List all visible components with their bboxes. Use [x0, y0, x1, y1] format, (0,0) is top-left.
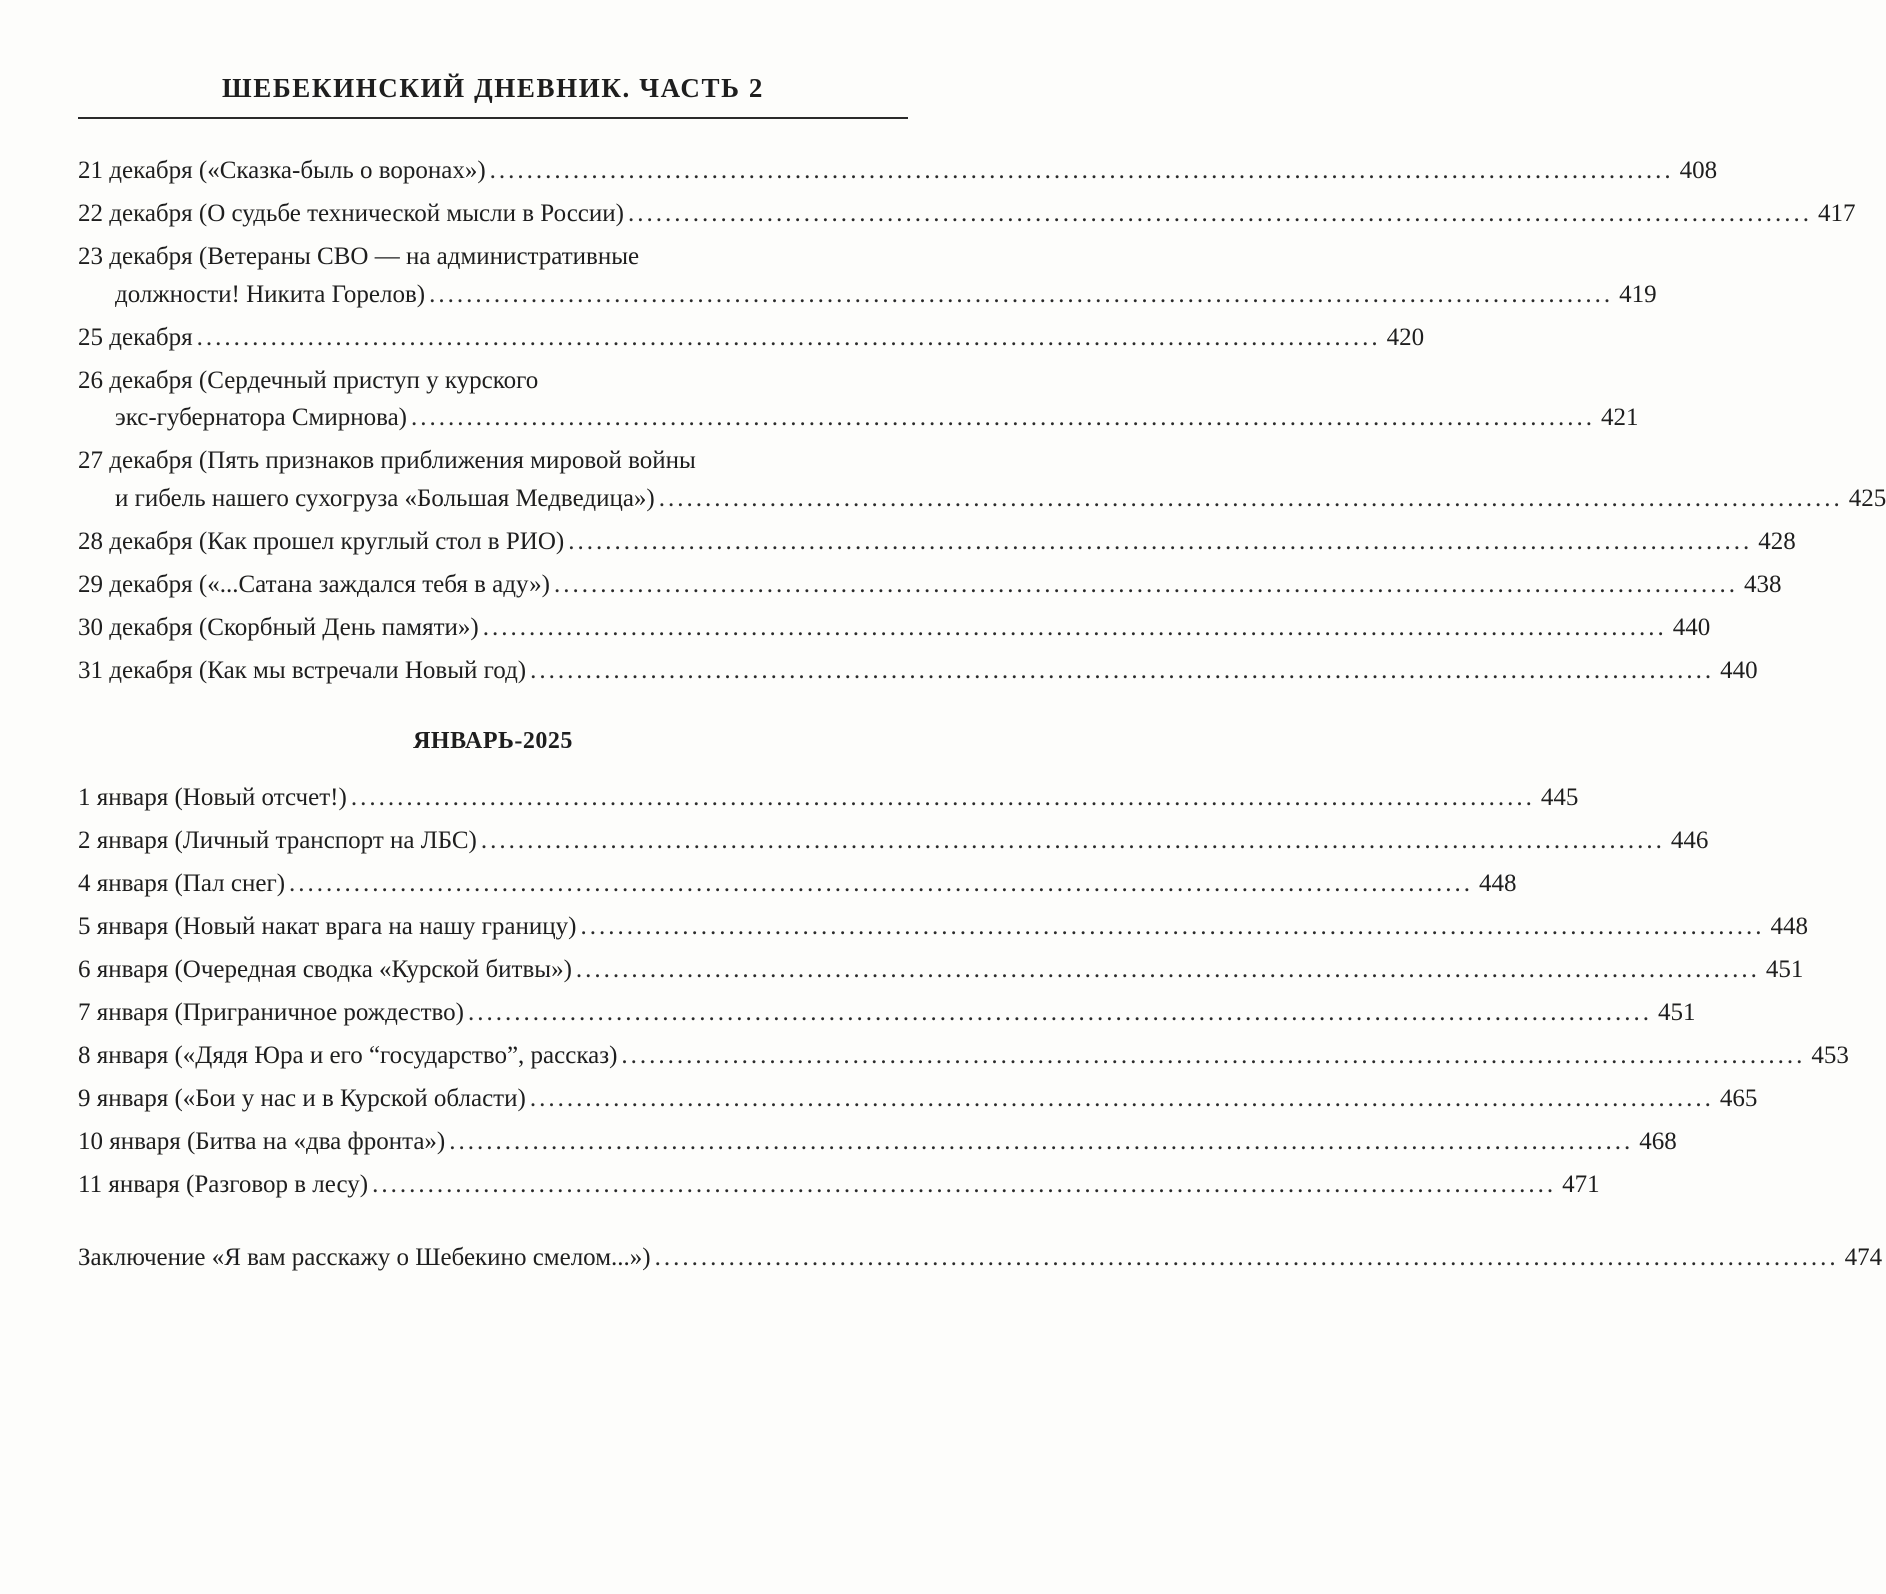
entry-page: 440 [1672, 613, 1711, 641]
entry-title: 6 января (Очередная сводка «Курской битвы») [78, 956, 572, 983]
entry-title: 5 января (Новый накат врага на нашу границу) [78, 913, 577, 940]
running-head: ШЕБЕКИНСКИЙ ДНЕВНИК. ЧАСТЬ 2 [222, 73, 764, 103]
dot-leader: ................................................................................................................................ [658, 484, 1843, 512]
entry-page: 465 [1719, 1085, 1758, 1112]
entry-title: 8 января («Дядя Юра и его “государство”, рассказ) [78, 1042, 618, 1069]
entry-title: 31 декабря (Как мы встречали Новый год) [78, 656, 527, 684]
entry-page: 448 [1770, 913, 1808, 940]
dot-leader: ................................................................................................................................ [489, 157, 1674, 184]
entry-title: 9 января («Бои у нас и в Курской области) [78, 1085, 526, 1112]
toc-entry [78, 652, 1758, 690]
toc-entry [78, 442, 1886, 517]
dot-leader: ................................................................................................................................ [468, 999, 1652, 1026]
toc-january-list [78, 779, 1849, 1209]
dot-leader: ................................................................................................................................ [575, 956, 1760, 983]
toc-entry [78, 523, 1796, 561]
entry-title-line1: 26 декабря (Сердечный приступ у курского [78, 366, 539, 394]
entry-title-line2: экс-губернатора Смирнова) [115, 404, 408, 431]
dot-leader: ................................................................................................................................ [429, 280, 1614, 308]
entry-page: 420 [1386, 323, 1425, 351]
toc-page [78, 0, 1886, 1594]
dot-leader: ................................................................................................................................ [480, 827, 1665, 854]
toc-december-list [78, 152, 1886, 695]
entry-page: 408 [1679, 157, 1718, 184]
entry-page: 440 [1720, 656, 1758, 684]
entry-title: 10 января (Битва на «два фронта») [78, 1128, 446, 1155]
dot-leader: ................................................................................................................................ [580, 913, 1765, 940]
entry-page: 419 [1619, 280, 1657, 308]
toc-entry [78, 1123, 1677, 1161]
dot-leader: ................................................................................................................................ [621, 1042, 1806, 1069]
dot-leader: ................................................................................................................................ [449, 1128, 1634, 1155]
entry-title-line1: 27 декабря (Пять признаков приближения мировой войны [78, 447, 696, 474]
entry-title: 25 декабря [78, 323, 193, 351]
entry-title: 4 января (Пал снег) [78, 870, 286, 897]
entry-title-line1: 23 декабря (Ветераны СВО — на административные [78, 243, 640, 270]
dot-leader: ................................................................................................................................ [654, 1244, 1839, 1271]
entry-title: Заключение «Я вам расскажу о Шебекино смелом...») [78, 1244, 651, 1271]
toc-entry [78, 865, 1517, 903]
entry-title: 30 декабря (Скорбный День памяти») [78, 613, 479, 641]
entry-title: 11 января (Разговор в лесу) [78, 1171, 369, 1198]
entry-page: 453 [1811, 1042, 1849, 1069]
entry-page: 451 [1765, 956, 1804, 983]
dot-leader: ................................................................................................................................ [289, 870, 1474, 897]
entry-page: 425 [1848, 484, 1886, 512]
entry-title: 2 января (Личный транспорт на ЛБС) [78, 827, 477, 854]
entry-page: 474 [1844, 1244, 1883, 1271]
toc-entry [78, 779, 1579, 817]
dot-leader: ................................................................................................................................ [627, 200, 1812, 227]
dot-leader: ................................................................................................................................ [196, 323, 1381, 351]
header-rule [78, 117, 908, 119]
toc-conclusion [78, 1239, 1883, 1282]
entry-page: 421 [1601, 404, 1639, 431]
toc-entry [78, 609, 1711, 647]
toc-entry [78, 822, 1709, 860]
entry-page: 468 [1639, 1128, 1677, 1155]
entry-title: 29 декабря («...Сатана заждался тебя в аду») [78, 570, 550, 598]
toc-entry [78, 1166, 1600, 1204]
dot-leader: ................................................................................................................................ [350, 784, 1535, 811]
entry-title-line2: должности! Никита Горелов) [115, 280, 426, 308]
entry-page: 445 [1540, 784, 1579, 811]
dot-leader: ................................................................................................................................ [568, 527, 1753, 555]
toc-entry [78, 1037, 1849, 1075]
toc-entry [78, 1080, 1758, 1118]
section-title-january: ЯНВАРЬ-2025 [413, 728, 573, 754]
dot-leader: ................................................................................................................................ [530, 656, 1715, 684]
toc-entry [78, 362, 1639, 437]
toc-entry-conclusion [78, 1239, 1883, 1277]
entry-title: 28 декабря (Как прошел круглый стол в РИО) [78, 527, 565, 555]
entry-title: 22 декабря (О судьбе технической мысли в России) [78, 200, 624, 227]
dot-leader: ................................................................................................................................ [411, 404, 1596, 431]
entry-page: 417 [1817, 200, 1856, 227]
toc-entry [78, 566, 1782, 604]
entry-page: 438 [1743, 570, 1782, 598]
entry-title: 1 января (Новый отсчет!) [78, 784, 347, 811]
entry-page: 451 [1658, 999, 1696, 1026]
toc-entry [78, 951, 1804, 989]
entry-page: 446 [1670, 827, 1709, 854]
toc-entry [78, 319, 1425, 357]
entry-page: 448 [1479, 870, 1517, 897]
toc-entry [78, 908, 1808, 946]
dot-leader: ................................................................................................................................ [482, 613, 1667, 641]
entry-page: 428 [1758, 527, 1796, 555]
toc-entry [78, 152, 1718, 190]
toc-entry [78, 195, 1856, 233]
entry-title-line2: и гибель нашего сухогруза «Большая Медведица») [115, 484, 655, 512]
entry-title: 21 декабря («Сказка-быль о воронах») [78, 157, 486, 184]
dot-leader: ................................................................................................................................ [529, 1085, 1714, 1112]
entry-page: 471 [1562, 1171, 1600, 1198]
toc-entry [78, 994, 1696, 1032]
dot-leader: ................................................................................................................................ [372, 1171, 1557, 1198]
toc-entry [78, 238, 1657, 313]
entry-title: 7 января (Приграничное рождество) [78, 999, 464, 1026]
dot-leader: ................................................................................................................................ [553, 570, 1738, 598]
